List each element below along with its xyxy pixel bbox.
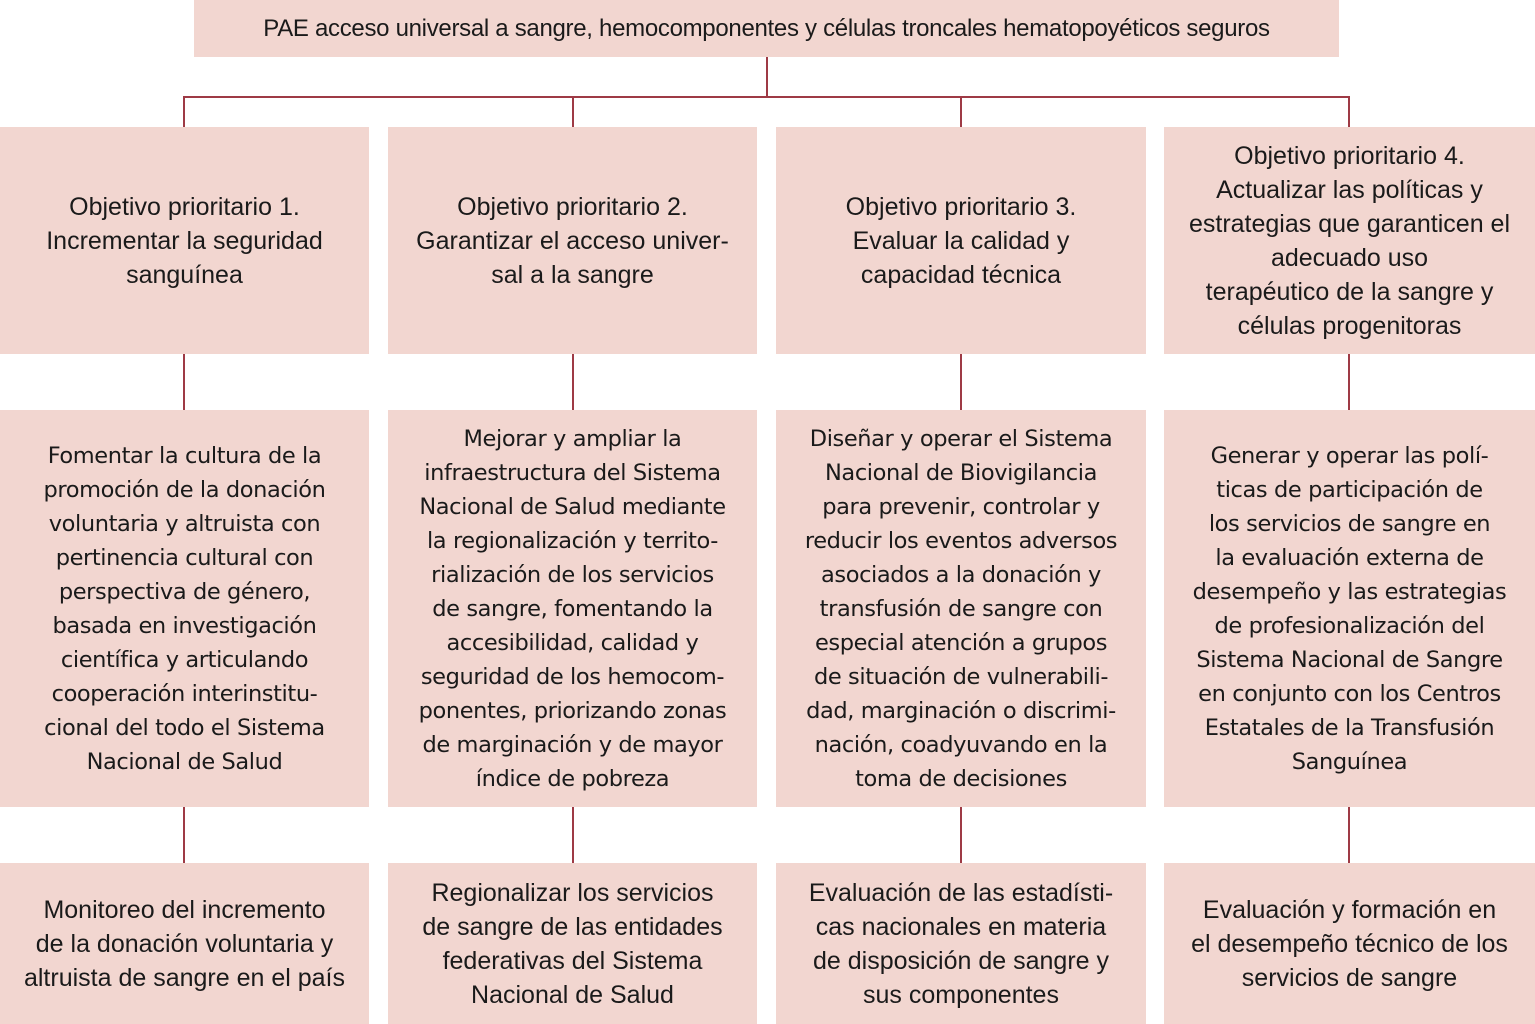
connector-strategy-3-to-action-3 [960, 807, 962, 863]
objective-text-3: Objetivo prioritario 3. Evaluar la calidad y capacidad técnica [845, 192, 1077, 289]
strategy-box-3 [776, 410, 1146, 807]
action-box-3 [776, 863, 1146, 1024]
connector-title-down [766, 57, 768, 97]
strategy-text-1: Fomentar la cultura de la promoción de la donación voluntaria y altruista con pertinencia cultural con perspectiva de género, basada en investigación científica y articulando cooperación interinstitu- cional del todo el Sistema Nacional de Salud [43, 442, 326, 775]
action-text-4: Evaluación y formación en el desempeño técnico de los servicios de sangre [1191, 895, 1508, 992]
strategy-text-2: Mejorar y ampliar la infraestructura del Sistema Nacional de Salud mediante la regionalización y territo- rialización de los servicios de sangre, fomentando la accesibilidad, calidad y seguridad de los hemocom- ponentes, priorizando zonas de marginación y de mayor índice de pobreza [418, 425, 727, 792]
connector-bus-to-objective-1 [183, 96, 185, 127]
objective-text-1: Objetivo prioritario 1. Incrementar la seguridad sanguínea [46, 192, 323, 289]
action-text-1: Monitoreo del incremento de la donación voluntaria y altruista de sangre en el país [23, 895, 346, 992]
action-box-1 [0, 863, 369, 1024]
strategy-text-3: Diseñar y operar el Sistema Nacional de Biovigilancia para prevenir, controlar y reducir los eventos adversos asociados a la donación y transfusión de sangre con especial atención a grupos de situación de vulnerabili- dad, marginación o discrimi- nación, coadyuvando en la toma de decisiones [804, 425, 1118, 792]
objective-text-2: Objetivo prioritario 2. Garantizar el acceso univer- sal a la sangre [416, 192, 729, 289]
program-title-box [194, 0, 1339, 57]
action-box-4 [1164, 863, 1535, 1024]
connector-strategy-1-to-action-1 [183, 807, 185, 863]
action-box-2 [388, 863, 757, 1024]
connector-strategy-2-to-action-2 [572, 807, 574, 863]
connector-objective-3-to-strategy-3 [960, 354, 962, 410]
program-title: PAE acceso universal a sangre, hemocomponentes y células troncales hematopoyéticos seguros [263, 14, 1270, 42]
connector-strategy-4-to-action-4 [1348, 807, 1350, 863]
strategy-text-4: Generar y operar las polí- ticas de participación de los servicios de sangre en la evaluación externa de desempeño y las estrategias de profesionalización del Sistema Nacional de Sangre en conjunto con los Centros Estatales de la Transfusión Sanguínea [1192, 442, 1507, 775]
connector-objective-2-to-strategy-2 [572, 354, 574, 410]
objective-box-1 [0, 127, 369, 354]
connector-bus-to-objective-4 [1348, 96, 1350, 127]
objective-text-4: Objetivo prioritario 4. Actualizar las políticas y estrategias que garanticen el adecuado uso terapéutico de la sangre y células progenitoras [1188, 141, 1511, 340]
strategy-box-2 [388, 410, 757, 807]
objective-box-4 [1164, 127, 1535, 354]
connector-bus-to-objective-2 [572, 96, 574, 127]
connector-objective-1-to-strategy-1 [183, 354, 185, 410]
objective-box-2 [388, 127, 757, 354]
action-text-3: Evaluación de las estadísti- cas nacionales en materia de disposición de sangre y sus componentes [808, 878, 1114, 1009]
strategy-box-4 [1164, 410, 1535, 807]
strategy-box-1 [0, 410, 369, 807]
action-text-2: Regionalizar los servicios de sangre de las entidades federativas del Sistema Nacional de Salud [422, 878, 723, 1009]
connector-bus-to-objective-3 [960, 96, 962, 127]
objective-box-3 [776, 127, 1146, 354]
connector-horizontal-bus [183, 96, 1350, 98]
connector-objective-4-to-strategy-4 [1348, 354, 1350, 410]
